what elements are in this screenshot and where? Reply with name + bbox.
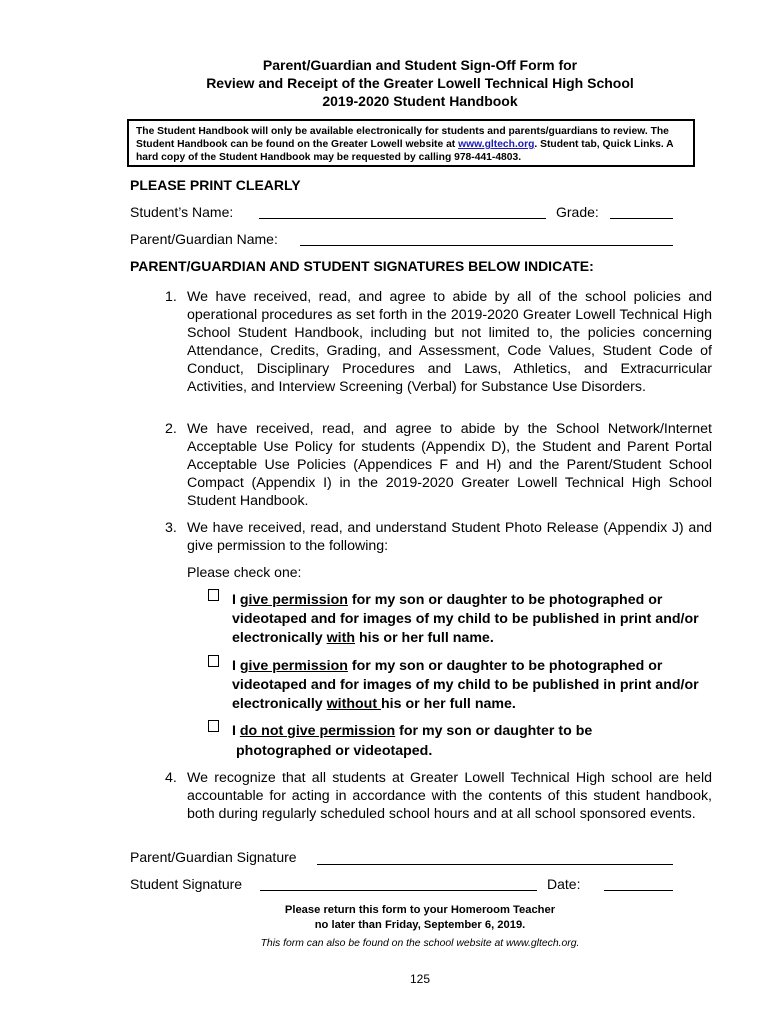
item-text: We have received, read, and understand Student Photo Release (Appendix J) and give permission to the following: (187, 520, 712, 554)
parent-signature-label: Parent/Guardian Signature (130, 849, 297, 865)
item-text: We have received, read, and agree to abide by the School Network/Internet Acceptable Use Policy for students (Appendix D), the Student and Parent Portal Acceptable Use Policies (Appendices F and H) and the Parent/Student School Compact (Appendix I) in the 2019-2020 Greater Lowell Technical High School Student Handbook. (187, 421, 712, 509)
option-underlined-text: without (326, 696, 382, 712)
option-2-text (232, 657, 700, 714)
return-line-1: Please return this form to your Homeroom Teacher (284, 904, 556, 916)
notice-text-2: . Student tab, Quick Links. A hard copy of the Student Handbook may be requested by calling 978-441-4803. (136, 139, 674, 163)
title-line-1: Parent/Guardian and Student Sign-Off Form for (262, 57, 578, 73)
option-2-checkbox[interactable] (208, 655, 219, 667)
item-text: We recognize that all students at Greater Lowell Technical High school are held accountable for acting in accordance with the contents of this student handbook, both during regularly scheduled school hours and at all school sponsored events. (187, 770, 712, 822)
option-text-part: I (232, 723, 240, 739)
parent-name-label: Parent/Guardian Name: (130, 231, 278, 247)
option-3-text-line-2: photographed or videotaped. (236, 743, 433, 759)
check-one-label: Please check one: (187, 564, 302, 580)
grade-label: Grade: (556, 204, 599, 220)
option-text-part: I (232, 592, 240, 608)
option-underlined-text: with (326, 630, 356, 646)
title-line-2: Review and Receipt of the Greater Lowell Technical High School (206, 75, 634, 91)
website-link[interactable]: www.gltech.org (458, 139, 535, 150)
page-number: 125 (409, 972, 431, 986)
print-clearly-heading: PLEASE PRINT CLEARLY (130, 177, 301, 193)
option-text-part: for my son or daughter to be photographed or videotaped and for images of my child to be published in print and/or electronically (232, 592, 699, 646)
item-number: 4. (165, 770, 177, 786)
option-1-checkbox[interactable] (208, 589, 219, 601)
title-line-3: 2019-2020 Student Handbook (322, 93, 518, 109)
list-item-3 (165, 519, 712, 555)
handbook-notice-box (127, 119, 695, 167)
date-line[interactable] (604, 890, 673, 891)
grade-line[interactable] (610, 218, 673, 219)
option-text-part: I (232, 658, 240, 674)
list-item-2 (165, 420, 712, 510)
parent-name-line[interactable] (300, 245, 673, 246)
signatures-heading: PARENT/GUARDIAN AND STUDENT SIGNATURES BELOW INDICATE: (130, 258, 594, 274)
return-line-2: no later than Friday, September 6, 2019. (314, 919, 526, 931)
option-text-part: his or her full name. (355, 630, 494, 646)
date-label: Date: (547, 876, 581, 892)
item-number: 3. (165, 520, 177, 536)
notice-text-1: The Student Handbook will only be available electronically for students and parents/guardians to review. The Student Handbook can be found on the Greater Lowell website at (136, 126, 669, 150)
option-underlined-text: give permission (239, 658, 348, 674)
list-item-4 (165, 769, 712, 823)
return-instructions (0, 903, 770, 933)
item-number: 1. (165, 289, 177, 305)
option-text-part: for my son or daughter to be (395, 723, 593, 739)
option-text-part: for my son or daughter to be photographed or videotaped and for images of my child to be published in print and/or electronically (232, 658, 699, 712)
student-name-label: Student’s Name: (130, 204, 234, 220)
option-underlined-text: give permission (239, 592, 348, 608)
form-title (0, 56, 770, 110)
item-text: We have received, read, and agree to abide by all of the school policies and operational procedures as set forth in the 2019-2020 Greater Lowell Technical High School Student Handbook, including but not limited to, the policies concerning Attendance, Credits, Grading, and Assessment, Code Values, Student Code of Conduct, Disciplinary Procedures and Laws, Athletics, and Extracurricular Activities, and Interview Screening (Verbal) for Substance Use Disorders. (187, 289, 712, 395)
option-1-text (232, 591, 700, 648)
option-3-checkbox[interactable] (208, 720, 219, 732)
option-underlined-text: do not give permission (239, 723, 396, 739)
student-signature-label: Student Signature (130, 876, 243, 892)
option-text-part: his or her full name. (381, 696, 516, 712)
item-number: 2. (165, 421, 177, 437)
list-item-1 (165, 288, 712, 396)
student-signature-line[interactable] (260, 890, 537, 891)
parent-signature-line[interactable] (317, 864, 673, 865)
option-3-text (232, 722, 700, 741)
student-name-line[interactable] (259, 218, 546, 219)
website-note: This form can also be found on the school website at www.gltech.org. (260, 938, 580, 949)
